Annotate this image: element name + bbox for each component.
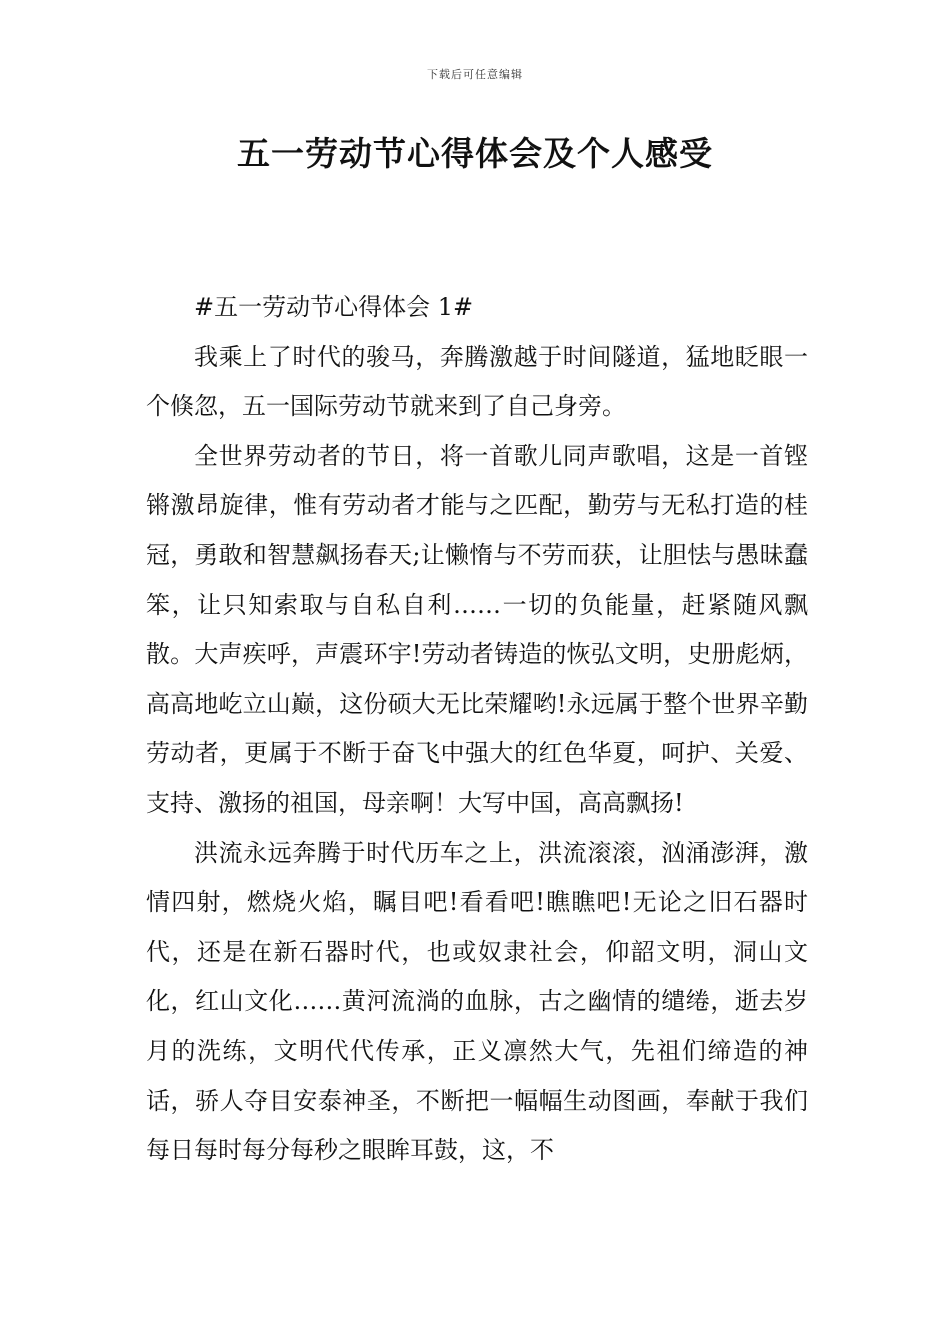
document-title: 五一劳动节心得体会及个人感受 [237,134,713,173]
paragraph: 洪流永远奔腾于时代历车之上，洪流滚滚，汹涌澎湃，激情四射，燃烧火焰，瞩目吧!看看吧!瞧瞧吧!无论之旧石器时代，还是在新石器时代，也或奴隶社会，仰韶文明，洞山文化，红山文化……黄河流淌的血脉，古之幽情的缱绻，逝去岁月的洗练，文明代代传承，正义凛然大气，先祖们缔造的神话，骄人夺目安泰神圣，不断把一幅幅生动图画，奉献于我们每日每时每分每秒之眼眸耳鼓，这，不 [146,838,808,1165]
header-note: 下载后可任意编辑 [427,68,523,81]
paragraph: 我乘上了时代的骏马，奔腾激越于时间隧道，猛地眨眼一个倏忽，五一国际劳动节就来到了自己身旁。 [146,342,808,421]
section-heading: #五一劳动节心得体会 1# [194,293,474,321]
document-body [146,283,808,1176]
paragraph: 全世界劳动者的节日，将一首歌儿同声歌唱，这是一首铿锵激昂旋律，惟有劳动者才能与之匹配，勤劳与无私打造的桂冠，勇敢和智慧飙扬春天;让懒惰与不劳而获，让胆怯与愚昧蠢笨，让只知索取与自私自利……一切的负能量，赶紧随风飘散。大声疾呼，声震环宇!劳动者铸造的恢弘文明，史册彪炳，高高地屹立山巅，这份硕大无比荣耀哟!永远属于整个世界辛勤劳动者，更属于不断于奋飞中强大的红色华夏，呵护、关爱、支持、激扬的祖国，母亲啊！大写中国，高高飘扬! [146,441,808,817]
